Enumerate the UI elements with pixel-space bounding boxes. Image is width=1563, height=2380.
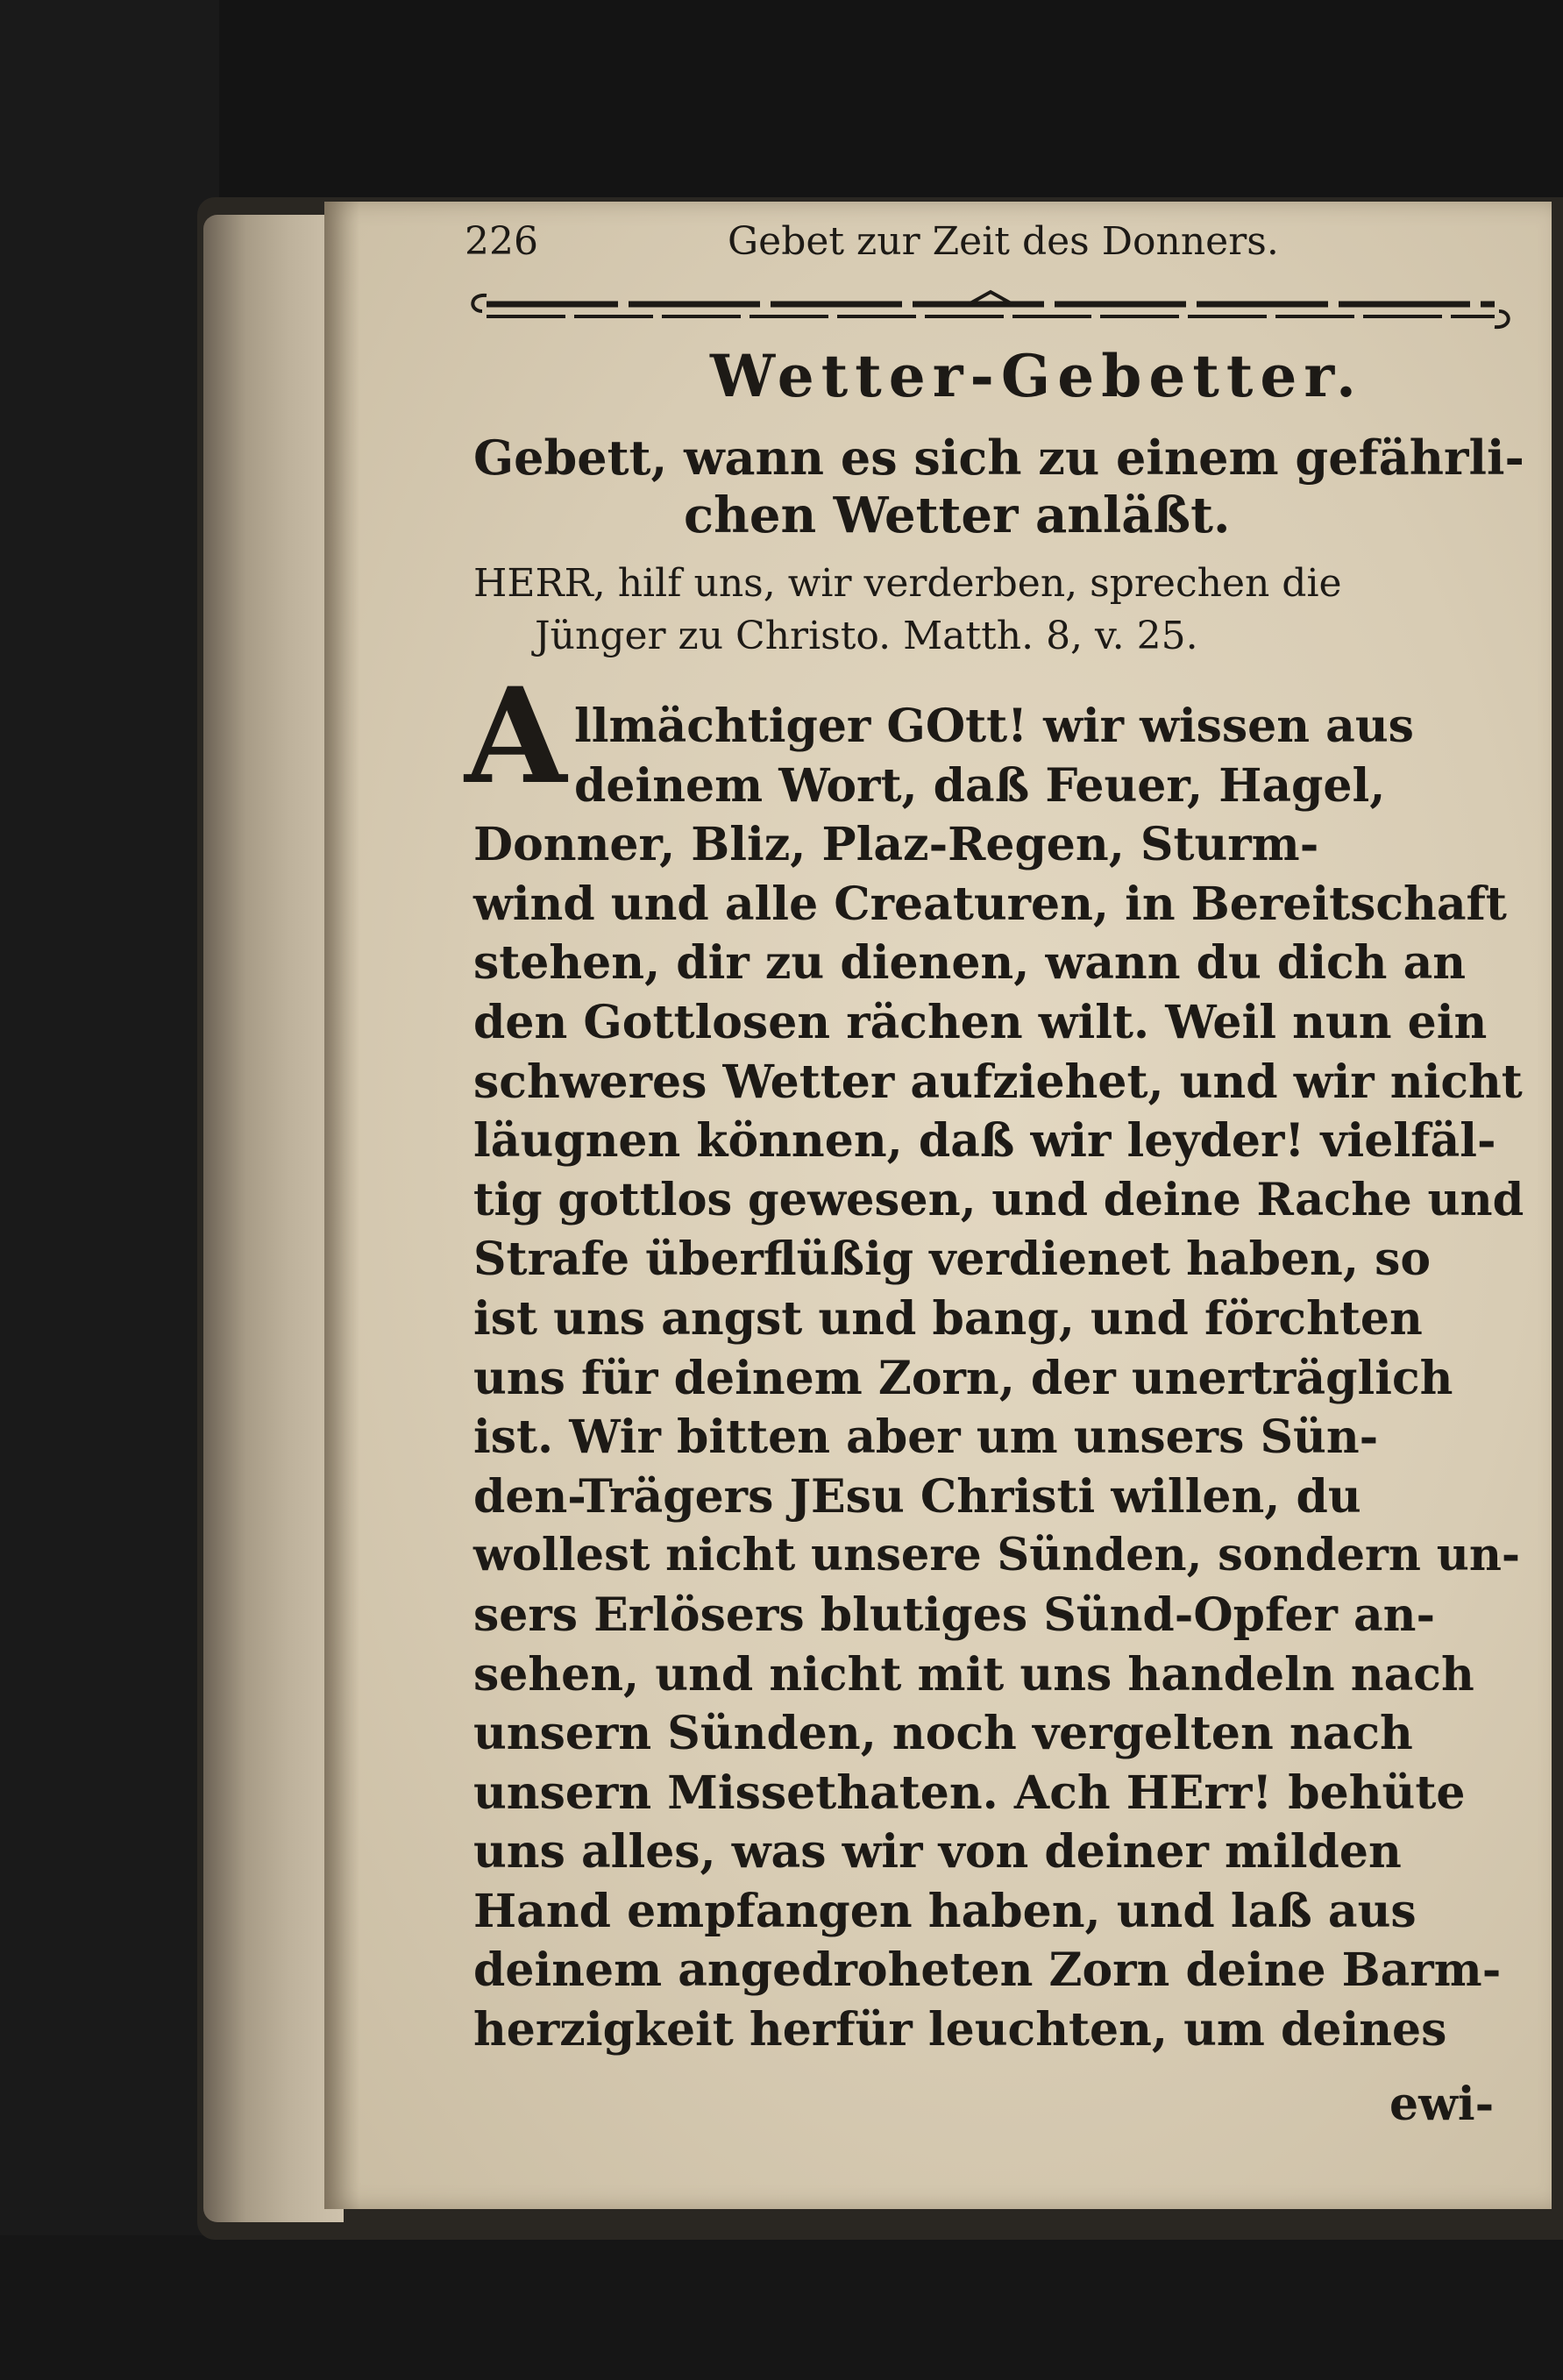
- page-number: 226: [465, 219, 538, 264]
- body-line: ist uns angst und bang, und förchten: [473, 1291, 1423, 1346]
- body-line: deinem Wort, daß Feuer, Hagel,: [574, 758, 1386, 813]
- prayer-body: [473, 697, 1525, 2060]
- body-line: wollest nicht unsere Sünden, sondern un-: [473, 1529, 1521, 1582]
- body-line: llmächtiger GOtt! wir wissen aus: [574, 700, 1414, 753]
- dark-background: [0, 0, 219, 2380]
- body-line: den-Trägers JEsu Christi willen, du: [473, 1469, 1361, 1524]
- body-line: läugnen können, daß wir leyder! vielfäl-: [473, 1114, 1496, 1169]
- body-line: unsern Missethaten. Ach HErr! behüte: [473, 1765, 1466, 1820]
- body-line: den Gottlosen rächen wilt. Weil nun ein: [473, 995, 1488, 1049]
- body-line: deinem angedroheten Zorn deine Barm-: [473, 1943, 1502, 1998]
- subtitle-line-1: Gebett, wann es sich zu einem gefährli-: [473, 430, 1524, 486]
- book-page: [324, 202, 1552, 2209]
- body-line: ist. Wir bitten aber um unsers Sün-: [473, 1410, 1379, 1465]
- body-line: wind und alle Creaturen, in Bereitschaft: [473, 877, 1507, 931]
- ornamental-rule: [465, 285, 1517, 337]
- body-line: stehen, dir zu dienen, wann du dich an: [473, 936, 1467, 991]
- body-line: unsern Sünden, noch vergelten nach: [473, 1707, 1413, 1761]
- body-line: sehen, und nicht mit uns handeln nach: [473, 1647, 1474, 1702]
- dark-background-bottom: [0, 2235, 1563, 2380]
- body-line: Strafe überflüßig verdienet haben, so: [473, 1233, 1432, 1287]
- prayer-title: Wetter-Gebetter.: [710, 342, 1364, 410]
- verse-line-1: HERR, hilf uns, wir verderben, sprechen die: [473, 561, 1342, 606]
- body-line: uns alles, was wir von deiner milden: [473, 1825, 1402, 1879]
- subtitle-line-2: chen Wetter anläßt.: [684, 487, 1231, 544]
- verse-line-2: Jünger zu Christo. Matth. 8, v. 25.: [535, 614, 1198, 658]
- body-line: uns für deinem Zorn, der unerträglich: [473, 1351, 1453, 1405]
- body-line: herzigkeit herfür leuchten, um deines: [473, 2003, 1447, 2057]
- body-line: Donner, Bliz, Plaz-Regen, Sturm-: [473, 818, 1319, 872]
- body-line: schweres Wetter aufziehet, und wir nicht: [473, 1055, 1523, 1109]
- body-line: tig gottlos gewesen, und deine Rache und: [473, 1173, 1524, 1226]
- body-line: Hand empfangen haben, und laß aus: [473, 1884, 1417, 1938]
- body-line: sers Erlösers blutiges Sünd-Opfer an-: [473, 1588, 1436, 1642]
- running-head: Gebet zur Zeit des Donners.: [728, 219, 1279, 264]
- page-edges: [203, 215, 344, 2222]
- catchword: ewi-: [1389, 2078, 1495, 2131]
- gutter-shadow: [324, 202, 359, 2209]
- drop-cap: A: [465, 659, 567, 813]
